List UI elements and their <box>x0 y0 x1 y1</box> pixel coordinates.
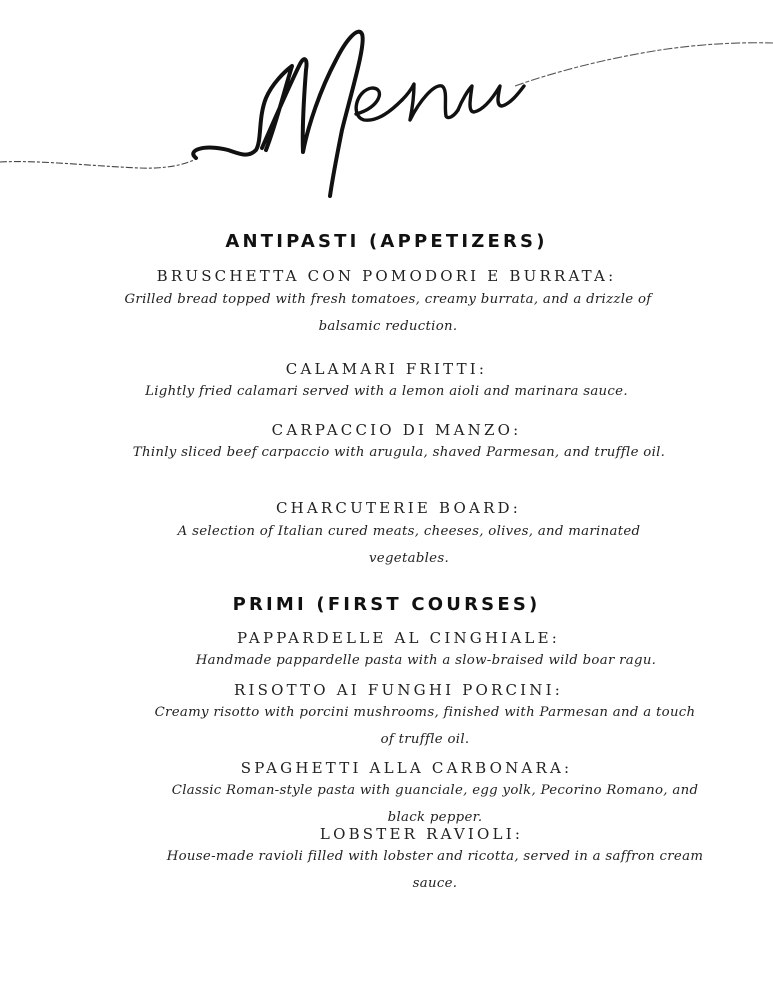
item-name-carbonara: SPAGHETTI ALLA CARBONARA: <box>240 759 573 777</box>
letter-n <box>402 84 458 120</box>
letter-e <box>356 88 402 120</box>
item-name-lobster-ravioli: LOBSTER RAVIOLI: <box>319 825 524 843</box>
item-desc-carbonara: Classic Roman-style pasta with guanciale, egg yolk, Pecorino Romano, and black pepper. <box>171 783 699 825</box>
item-name-bruschetta: BRUSCHETTA CON POMODORI E BURRATA: <box>156 267 617 285</box>
menu-title-script <box>0 0 773 230</box>
item-desc-charcuterie: A selection of Italian cured meats, cheeses, olives, and marinated vegetables. <box>177 524 641 566</box>
item-desc-calamari: Lightly fried calamari served with a lemon aioli and marinara sauce. <box>145 384 628 399</box>
section-heading-primi: PRIMI (FIRST COURSES) <box>232 594 541 615</box>
item-name-charcuterie: CHARCUTERIE BOARD: <box>275 499 522 517</box>
item-desc-pappardelle: Handmade pappardelle pasta with a slow-braised wild boar ragu. <box>195 653 657 668</box>
item-name-carpaccio: CARPACCIO DI MANZO: <box>271 421 522 439</box>
item-name-risotto: RISOTTO AI FUNGHI PORCINI: <box>234 681 563 699</box>
left-swash-line <box>0 158 198 168</box>
section-heading-antipasti: ANTIPASTI (APPETIZERS) <box>225 231 548 252</box>
item-desc-carpaccio: Thinly sliced beef carpaccio with arugula, shaved Parmesan, and truffle oil. <box>132 445 666 460</box>
letter-m <box>193 32 362 196</box>
right-swash-line <box>515 43 773 86</box>
item-name-calamari: CALAMARI FRITTI: <box>285 360 488 378</box>
letter-u <box>458 86 524 112</box>
item-desc-risotto: Creamy risotto with porcini mushrooms, finished with Parmesan and a touch of truffle oil. <box>154 705 696 747</box>
item-name-pappardelle: PAPPARDELLE AL CINGHIALE: <box>237 629 560 647</box>
item-desc-lobster-ravioli: House-made ravioli filled with lobster and ricotta, served in a saffron cream sauce. <box>166 849 704 891</box>
item-desc-bruschetta: Grilled bread topped with fresh tomatoes, creamy burrata, and a drizzle of balsamic reduction. <box>124 292 652 334</box>
